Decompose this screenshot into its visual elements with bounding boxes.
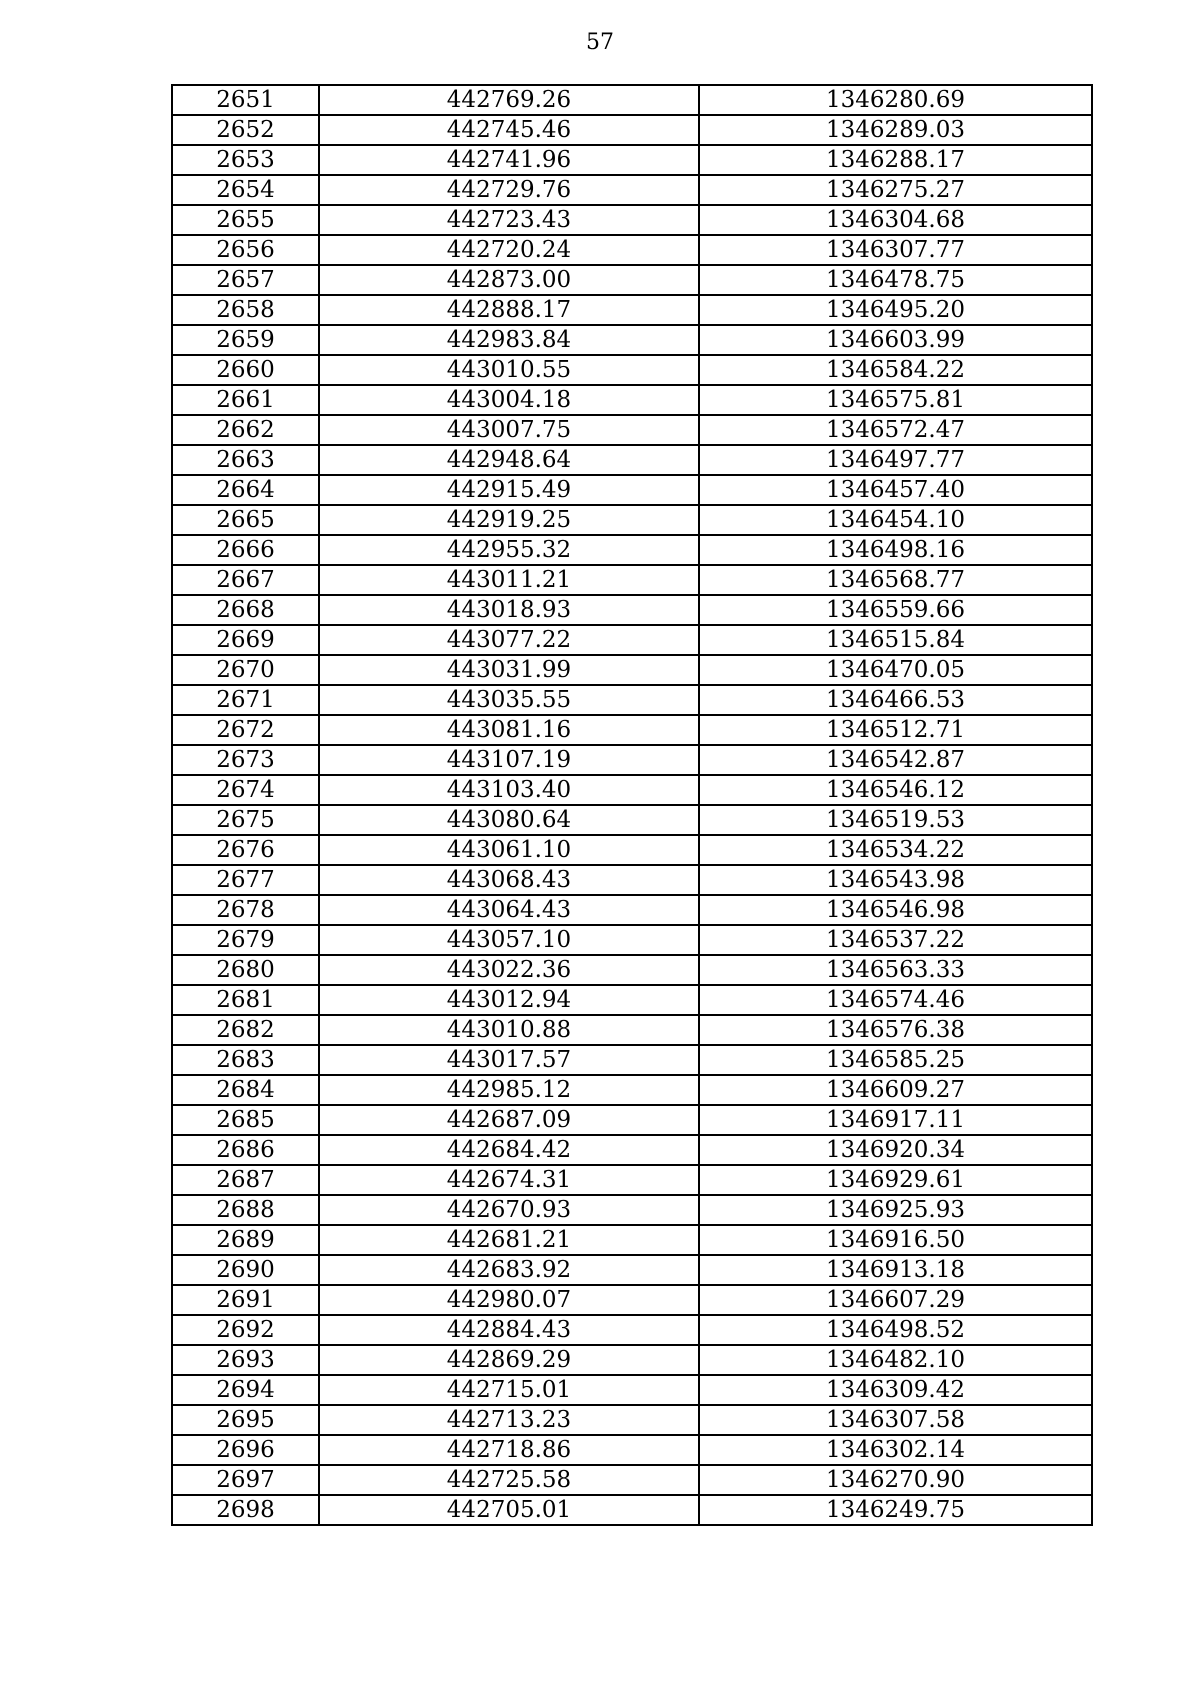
point-number-cell: 2659 bbox=[172, 325, 319, 355]
x-coordinate-cell: 442681.21 bbox=[319, 1225, 699, 1255]
y-coordinate-cell: 1346470.05 bbox=[699, 655, 1092, 685]
point-number-cell: 2674 bbox=[172, 775, 319, 805]
point-number-cell: 2680 bbox=[172, 955, 319, 985]
table-row bbox=[172, 1255, 1092, 1285]
point-number-cell: 2657 bbox=[172, 265, 319, 295]
table-row bbox=[172, 835, 1092, 865]
x-coordinate-cell: 443057.10 bbox=[319, 925, 699, 955]
table-row bbox=[172, 715, 1092, 745]
y-coordinate-cell: 1346497.77 bbox=[699, 445, 1092, 475]
y-coordinate-cell: 1346559.66 bbox=[699, 595, 1092, 625]
y-coordinate-cell: 1346607.29 bbox=[699, 1285, 1092, 1315]
table-row bbox=[172, 175, 1092, 205]
table-row bbox=[172, 325, 1092, 355]
y-coordinate-cell: 1346929.61 bbox=[699, 1165, 1092, 1195]
point-number-cell: 2668 bbox=[172, 595, 319, 625]
table-row bbox=[172, 1015, 1092, 1045]
point-number-cell: 2670 bbox=[172, 655, 319, 685]
table-row bbox=[172, 1465, 1092, 1495]
y-coordinate-cell: 1346270.90 bbox=[699, 1465, 1092, 1495]
point-number-cell: 2698 bbox=[172, 1495, 319, 1525]
y-coordinate-cell: 1346302.14 bbox=[699, 1435, 1092, 1465]
y-coordinate-cell: 1346515.84 bbox=[699, 625, 1092, 655]
y-coordinate-cell: 1346546.98 bbox=[699, 895, 1092, 925]
x-coordinate-cell: 442955.32 bbox=[319, 535, 699, 565]
table-row bbox=[172, 865, 1092, 895]
x-coordinate-cell: 443064.43 bbox=[319, 895, 699, 925]
point-number-cell: 2671 bbox=[172, 685, 319, 715]
table-row bbox=[172, 535, 1092, 565]
table-row bbox=[172, 1165, 1092, 1195]
x-coordinate-cell: 442884.43 bbox=[319, 1315, 699, 1345]
x-coordinate-cell: 442983.84 bbox=[319, 325, 699, 355]
table-row bbox=[172, 1045, 1092, 1075]
table-row bbox=[172, 505, 1092, 535]
x-coordinate-cell: 442687.09 bbox=[319, 1105, 699, 1135]
x-coordinate-cell: 442741.96 bbox=[319, 145, 699, 175]
y-coordinate-cell: 1346289.03 bbox=[699, 115, 1092, 145]
x-coordinate-cell: 443031.99 bbox=[319, 655, 699, 685]
table-row bbox=[172, 145, 1092, 175]
x-coordinate-cell: 443011.21 bbox=[319, 565, 699, 595]
x-coordinate-cell: 442919.25 bbox=[319, 505, 699, 535]
y-coordinate-cell: 1346917.11 bbox=[699, 1105, 1092, 1135]
y-coordinate-cell: 1346534.22 bbox=[699, 835, 1092, 865]
point-number-cell: 2685 bbox=[172, 1105, 319, 1135]
x-coordinate-cell: 442873.00 bbox=[319, 265, 699, 295]
y-coordinate-cell: 1346249.75 bbox=[699, 1495, 1092, 1525]
page-number: 57 bbox=[586, 30, 614, 55]
table-row bbox=[172, 805, 1092, 835]
x-coordinate-cell: 442683.92 bbox=[319, 1255, 699, 1285]
x-coordinate-cell: 442729.76 bbox=[319, 175, 699, 205]
x-coordinate-cell: 443018.93 bbox=[319, 595, 699, 625]
y-coordinate-cell: 1346584.22 bbox=[699, 355, 1092, 385]
table-row bbox=[172, 205, 1092, 235]
x-coordinate-cell: 443107.19 bbox=[319, 745, 699, 775]
table-row bbox=[172, 415, 1092, 445]
point-number-cell: 2669 bbox=[172, 625, 319, 655]
table-row bbox=[172, 115, 1092, 145]
x-coordinate-cell: 442869.29 bbox=[319, 1345, 699, 1375]
y-coordinate-cell: 1346307.77 bbox=[699, 235, 1092, 265]
point-number-cell: 2684 bbox=[172, 1075, 319, 1105]
y-coordinate-cell: 1346280.69 bbox=[699, 85, 1092, 115]
x-coordinate-cell: 443077.22 bbox=[319, 625, 699, 655]
table-row bbox=[172, 445, 1092, 475]
table-row bbox=[172, 595, 1092, 625]
point-number-cell: 2658 bbox=[172, 295, 319, 325]
x-coordinate-cell: 442985.12 bbox=[319, 1075, 699, 1105]
y-coordinate-cell: 1346466.53 bbox=[699, 685, 1092, 715]
y-coordinate-cell: 1346482.10 bbox=[699, 1345, 1092, 1375]
x-coordinate-cell: 443061.10 bbox=[319, 835, 699, 865]
x-coordinate-cell: 443010.55 bbox=[319, 355, 699, 385]
y-coordinate-cell: 1346913.18 bbox=[699, 1255, 1092, 1285]
table-row bbox=[172, 565, 1092, 595]
table-row bbox=[172, 925, 1092, 955]
x-coordinate-cell: 443012.94 bbox=[319, 985, 699, 1015]
table-row bbox=[172, 1105, 1092, 1135]
x-coordinate-cell: 442713.23 bbox=[319, 1405, 699, 1435]
y-coordinate-cell: 1346585.25 bbox=[699, 1045, 1092, 1075]
x-coordinate-cell: 442745.46 bbox=[319, 115, 699, 145]
point-number-cell: 2653 bbox=[172, 145, 319, 175]
y-coordinate-cell: 1346288.17 bbox=[699, 145, 1092, 175]
y-coordinate-cell: 1346454.10 bbox=[699, 505, 1092, 535]
table-row bbox=[172, 1405, 1092, 1435]
x-coordinate-cell: 443103.40 bbox=[319, 775, 699, 805]
table-row bbox=[172, 85, 1092, 115]
y-coordinate-cell: 1346307.58 bbox=[699, 1405, 1092, 1435]
table-row bbox=[172, 1135, 1092, 1165]
table-row bbox=[172, 475, 1092, 505]
point-number-cell: 2665 bbox=[172, 505, 319, 535]
y-coordinate-cell: 1346609.27 bbox=[699, 1075, 1092, 1105]
table-row bbox=[172, 355, 1092, 385]
table-row bbox=[172, 745, 1092, 775]
table-row bbox=[172, 655, 1092, 685]
point-number-cell: 2691 bbox=[172, 1285, 319, 1315]
y-coordinate-cell: 1346572.47 bbox=[699, 415, 1092, 445]
point-number-cell: 2681 bbox=[172, 985, 319, 1015]
y-coordinate-cell: 1346574.46 bbox=[699, 985, 1092, 1015]
point-number-cell: 2652 bbox=[172, 115, 319, 145]
y-coordinate-cell: 1346537.22 bbox=[699, 925, 1092, 955]
x-coordinate-cell: 442720.24 bbox=[319, 235, 699, 265]
table-row bbox=[172, 1285, 1092, 1315]
point-number-cell: 2697 bbox=[172, 1465, 319, 1495]
point-number-cell: 2673 bbox=[172, 745, 319, 775]
table-row bbox=[172, 1315, 1092, 1345]
y-coordinate-cell: 1346575.81 bbox=[699, 385, 1092, 415]
x-coordinate-cell: 442915.49 bbox=[319, 475, 699, 505]
x-coordinate-cell: 443080.64 bbox=[319, 805, 699, 835]
table-row bbox=[172, 1375, 1092, 1405]
y-coordinate-cell: 1346542.87 bbox=[699, 745, 1092, 775]
table-row bbox=[172, 1075, 1092, 1105]
x-coordinate-cell: 443022.36 bbox=[319, 955, 699, 985]
y-coordinate-cell: 1346275.27 bbox=[699, 175, 1092, 205]
point-number-cell: 2656 bbox=[172, 235, 319, 265]
y-coordinate-cell: 1346543.98 bbox=[699, 865, 1092, 895]
y-coordinate-cell: 1346498.52 bbox=[699, 1315, 1092, 1345]
point-number-cell: 2661 bbox=[172, 385, 319, 415]
point-number-cell: 2660 bbox=[172, 355, 319, 385]
point-number-cell: 2672 bbox=[172, 715, 319, 745]
point-number-cell: 2682 bbox=[172, 1015, 319, 1045]
y-coordinate-cell: 1346495.20 bbox=[699, 295, 1092, 325]
x-coordinate-cell: 442705.01 bbox=[319, 1495, 699, 1525]
x-coordinate-cell: 443004.18 bbox=[319, 385, 699, 415]
coordinates-table-body bbox=[172, 85, 1092, 1525]
table-row bbox=[172, 625, 1092, 655]
y-coordinate-cell: 1346925.93 bbox=[699, 1195, 1092, 1225]
point-number-cell: 2696 bbox=[172, 1435, 319, 1465]
table-row bbox=[172, 1195, 1092, 1225]
y-coordinate-cell: 1346457.40 bbox=[699, 475, 1092, 505]
point-number-cell: 2655 bbox=[172, 205, 319, 235]
table-row bbox=[172, 235, 1092, 265]
table-row bbox=[172, 1345, 1092, 1375]
y-coordinate-cell: 1346576.38 bbox=[699, 1015, 1092, 1045]
table-row bbox=[172, 985, 1092, 1015]
table-row bbox=[172, 295, 1092, 325]
point-number-cell: 2678 bbox=[172, 895, 319, 925]
y-coordinate-cell: 1346309.42 bbox=[699, 1375, 1092, 1405]
x-coordinate-cell: 442980.07 bbox=[319, 1285, 699, 1315]
y-coordinate-cell: 1346512.71 bbox=[699, 715, 1092, 745]
x-coordinate-cell: 442715.01 bbox=[319, 1375, 699, 1405]
point-number-cell: 2694 bbox=[172, 1375, 319, 1405]
x-coordinate-cell: 443017.57 bbox=[319, 1045, 699, 1075]
point-number-cell: 2686 bbox=[172, 1135, 319, 1165]
point-number-cell: 2675 bbox=[172, 805, 319, 835]
table-row bbox=[172, 955, 1092, 985]
point-number-cell: 2687 bbox=[172, 1165, 319, 1195]
point-number-cell: 2690 bbox=[172, 1255, 319, 1285]
table-row bbox=[172, 1435, 1092, 1465]
point-number-cell: 2688 bbox=[172, 1195, 319, 1225]
x-coordinate-cell: 442725.58 bbox=[319, 1465, 699, 1495]
y-coordinate-cell: 1346563.33 bbox=[699, 955, 1092, 985]
point-number-cell: 2693 bbox=[172, 1345, 319, 1375]
table-row bbox=[172, 775, 1092, 805]
point-number-cell: 2664 bbox=[172, 475, 319, 505]
table-row bbox=[172, 385, 1092, 415]
x-coordinate-cell: 443007.75 bbox=[319, 415, 699, 445]
point-number-cell: 2676 bbox=[172, 835, 319, 865]
y-coordinate-cell: 1346304.68 bbox=[699, 205, 1092, 235]
table-row bbox=[172, 1495, 1092, 1525]
point-number-cell: 2666 bbox=[172, 535, 319, 565]
x-coordinate-cell: 442888.17 bbox=[319, 295, 699, 325]
y-coordinate-cell: 1346603.99 bbox=[699, 325, 1092, 355]
table-row bbox=[172, 265, 1092, 295]
point-number-cell: 2683 bbox=[172, 1045, 319, 1075]
table-row bbox=[172, 685, 1092, 715]
table-row bbox=[172, 1225, 1092, 1255]
point-number-cell: 2677 bbox=[172, 865, 319, 895]
x-coordinate-cell: 442948.64 bbox=[319, 445, 699, 475]
point-number-cell: 2667 bbox=[172, 565, 319, 595]
x-coordinate-cell: 443035.55 bbox=[319, 685, 699, 715]
x-coordinate-cell: 443081.16 bbox=[319, 715, 699, 745]
x-coordinate-cell: 443010.88 bbox=[319, 1015, 699, 1045]
point-number-cell: 2662 bbox=[172, 415, 319, 445]
x-coordinate-cell: 443068.43 bbox=[319, 865, 699, 895]
x-coordinate-cell: 442684.42 bbox=[319, 1135, 699, 1165]
x-coordinate-cell: 442723.43 bbox=[319, 205, 699, 235]
y-coordinate-cell: 1346546.12 bbox=[699, 775, 1092, 805]
x-coordinate-cell: 442674.31 bbox=[319, 1165, 699, 1195]
point-number-cell: 2689 bbox=[172, 1225, 319, 1255]
point-number-cell: 2651 bbox=[172, 85, 319, 115]
coordinates-table bbox=[171, 84, 1093, 1526]
y-coordinate-cell: 1346498.16 bbox=[699, 535, 1092, 565]
y-coordinate-cell: 1346916.50 bbox=[699, 1225, 1092, 1255]
point-number-cell: 2663 bbox=[172, 445, 319, 475]
point-number-cell: 2692 bbox=[172, 1315, 319, 1345]
x-coordinate-cell: 442670.93 bbox=[319, 1195, 699, 1225]
point-number-cell: 2695 bbox=[172, 1405, 319, 1435]
x-coordinate-cell: 442769.26 bbox=[319, 85, 699, 115]
y-coordinate-cell: 1346568.77 bbox=[699, 565, 1092, 595]
y-coordinate-cell: 1346920.34 bbox=[699, 1135, 1092, 1165]
point-number-cell: 2679 bbox=[172, 925, 319, 955]
table-row bbox=[172, 895, 1092, 925]
y-coordinate-cell: 1346519.53 bbox=[699, 805, 1092, 835]
y-coordinate-cell: 1346478.75 bbox=[699, 265, 1092, 295]
point-number-cell: 2654 bbox=[172, 175, 319, 205]
x-coordinate-cell: 442718.86 bbox=[319, 1435, 699, 1465]
